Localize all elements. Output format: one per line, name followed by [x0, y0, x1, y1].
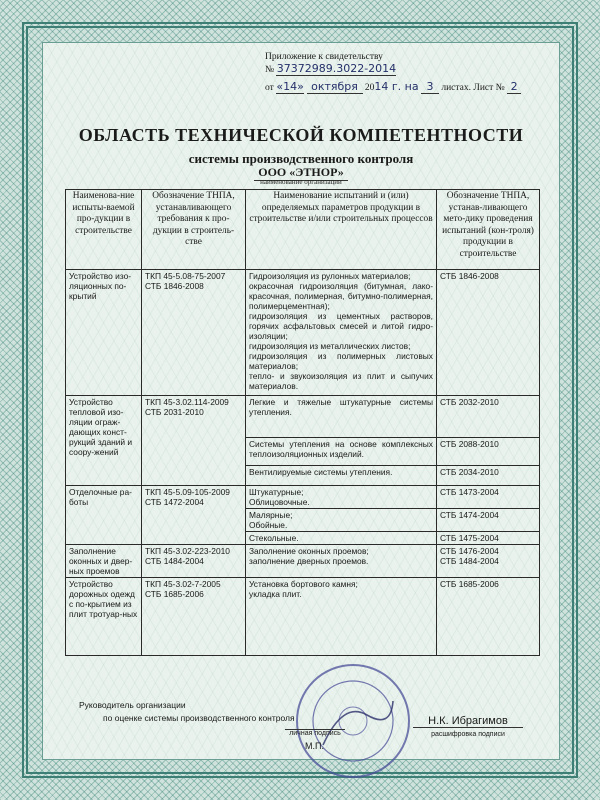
sheet-number: 2	[507, 81, 521, 94]
cell-tests: Установка бортового камня; укладка плит.	[246, 578, 437, 656]
certificate-sheet	[42, 42, 560, 760]
head-label: Руководитель организации	[79, 700, 186, 710]
sheets-label: листах.	[441, 83, 472, 93]
cell-product: Устройство дорожных одежд с по-крытием из плит тротуар-ных	[66, 578, 142, 656]
column-header-product: Наименова-ние испыты-ваемой про-дукции в строительстве	[66, 190, 142, 270]
head-label-2: по оценке системы производственного контроля	[103, 713, 295, 723]
month: октября	[307, 81, 363, 94]
cell-method: СТБ 1476-2004 СТБ 1484-2004	[437, 545, 540, 578]
column-header-tests: Наименование испытаний и (или) определяемых параметров продукции в строительстве и/или строительных процессов	[246, 190, 437, 270]
from-label: от	[265, 83, 274, 93]
appendix-label: Приложение к свидетельству	[265, 52, 383, 62]
certificate-number: 37372989.3022-2014	[276, 62, 397, 75]
cell-tests: Легкие и тяжелые штукатурные системы утепления.	[246, 396, 437, 438]
certificate-number-line	[265, 63, 396, 76]
cell-method: СТБ 1475-2004	[437, 532, 540, 545]
cell-tnpa: ТКП 45-3.02-7-2005 СТБ 1685-2006	[142, 578, 246, 656]
stamp-label: М.П.	[305, 741, 324, 751]
cell-product: Заполнение оконных и двер-ных проемов	[66, 545, 142, 578]
number-prefix: №	[265, 65, 275, 75]
organization-stamp	[293, 661, 413, 781]
date-line	[265, 81, 521, 94]
sheets-count: 3	[421, 81, 439, 94]
signer-name-label: расшифровка подписи	[431, 731, 505, 738]
organization-note: наименование организации	[260, 178, 342, 186]
cell-tnpa: ТКП 45-3.02.114-2009 СТБ 2031-2010	[142, 396, 246, 486]
competence-table	[65, 189, 540, 656]
cell-tests: Стекольные.	[246, 532, 437, 545]
cell-method: СТБ 1685-2006	[437, 578, 540, 656]
cell-tests: Системы утепления на основе комплексных теплоизоляционных изделий.	[246, 438, 437, 466]
cell-method: СТБ 1474-2004	[437, 509, 540, 532]
cell-method: СТБ 2032-2010	[437, 396, 540, 438]
cell-tests: Штукатурные; Облицовочные.	[246, 486, 437, 509]
cell-tnpa: ТКП 45-3.02-223-2010 СТБ 1484-2004	[142, 545, 246, 578]
page-title: ОБЛАСТЬ ТЕХНИЧЕСКОЙ КОМПЕТЕНТНОСТИ	[78, 125, 524, 145]
cell-product: Устройство тепловой изо-ляции ограж-дающих конст-рукций зданий и соору-жений	[66, 396, 142, 486]
table-row	[66, 545, 540, 578]
signature-label: личная подпись	[285, 729, 345, 737]
column-header-tnpa: Обозначение ТНПА, устанавливающего требования к про-дукции в строитель-стве	[142, 190, 246, 270]
sheet-label: Лист №	[473, 83, 505, 93]
cell-tnpa: ТКП 45-5.08-75-2007 СТБ 1846-2008	[142, 270, 246, 396]
year-prefix: 20	[364, 83, 375, 93]
cell-method: СТБ 1846-2008	[437, 270, 540, 396]
cell-tests: Гидроизоляция из рулонных материалов; окрасочная гидроизоляция (битумная, лако-красочная, полимерная, битумно-полимерная, полимерцементная); гидроизоляция из цементных растворов, горячих асфальтовых смесей и литой гидро-изоляции; гидроизоляция из металлических листов; гидроизоляция из полимерных листовых материалов; тепло- и звукоизоляция из плит и сыпучих материалов.	[246, 270, 437, 396]
organization-name: ООО «ЭТНОР»	[43, 165, 559, 181]
cell-product: Отделочные ра-боты	[66, 486, 142, 545]
table-row	[66, 270, 540, 396]
cell-product: Устройство изо-ляционных по-крытий	[66, 270, 142, 396]
cell-method: СТБ 2034-2010	[437, 466, 540, 486]
cell-tnpa: ТКП 45-5.09-105-2009 СТБ 1472-2004	[142, 486, 246, 545]
cell-method: СТБ 2088-2010	[437, 438, 540, 466]
signer-name: Н.К. Ибрагимов	[413, 715, 523, 728]
cell-method: СТБ 1473-2004	[437, 486, 540, 509]
cell-tests: Заполнение оконных проемов; заполнение дверных проемов.	[246, 545, 437, 578]
table-body	[66, 270, 540, 656]
year-suffix: 14 г. на	[374, 80, 419, 93]
table-row	[66, 486, 540, 509]
table-row	[66, 396, 540, 438]
cell-tests: Вентилируемые системы утепления.	[246, 466, 437, 486]
table-row	[66, 578, 540, 656]
day: «14»	[276, 80, 304, 93]
page-subtitle: системы производственного контроля	[188, 151, 414, 166]
column-header-method: Обозначение ТНПА, устанав-ливающего мето-дику проведения испытаний (кон-троля) продукции в строительстве	[437, 190, 540, 270]
table-header-row	[66, 190, 540, 270]
cell-tests: Малярные; Обойные.	[246, 509, 437, 532]
